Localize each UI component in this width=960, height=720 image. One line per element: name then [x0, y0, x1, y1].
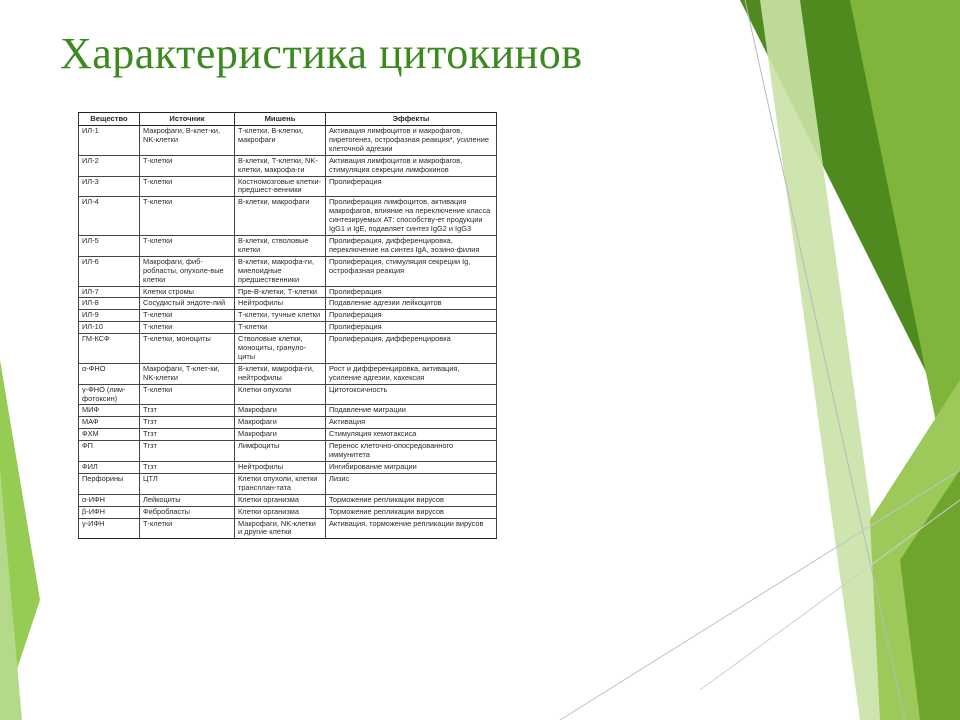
table-cell: ИЛ-4: [79, 197, 140, 236]
table-cell: Нейтрофилы: [235, 462, 326, 474]
table-row: [79, 197, 497, 236]
table-row: [79, 298, 497, 310]
slide-title: Характеристика цитокинов: [60, 29, 583, 78]
table-cell: Т-клетки, тучные клетки: [235, 310, 326, 322]
table-header-row: [79, 113, 497, 126]
table-row: [79, 363, 497, 384]
table-cell: Фибробласты: [140, 506, 235, 518]
table-cell: Активация лимфоцитов и макрофагов, стимуляция секреции лимфокинов: [326, 155, 497, 176]
table-cell: Торможение репликации вирусов: [326, 506, 497, 518]
table-cell: ИЛ-6: [79, 256, 140, 286]
table-cell: γ-ИФН: [79, 518, 140, 539]
table-cell: α-ФНО: [79, 363, 140, 384]
table-cell: ИЛ-8: [79, 298, 140, 310]
table-row: [79, 429, 497, 441]
table-cell: Цитотоксичность: [326, 384, 497, 405]
table-cell: Рост и дифференцировка, активация, усиление адгезии, кахексия: [326, 363, 497, 384]
table-cell: Т-клетки: [140, 518, 235, 539]
table-cell: Активация лимфоцитов и макрофагов, пиретогенез, острофазная реакция*, усиление клеточной адгезии: [326, 126, 497, 156]
table-cell: ГМ-КСФ: [79, 334, 140, 364]
column-header: Вещество: [79, 113, 140, 126]
table-cell: Ингибирование миграции: [326, 462, 497, 474]
table-cell: Макрофаги, NK-клетки и другие клетки: [235, 518, 326, 539]
table-cell: Лимфоциты: [235, 441, 326, 462]
table-cell: Сосудистый эндоте-лий: [140, 298, 235, 310]
table-cell: Стволовые клетки, моноциты, грануло-циты: [235, 334, 326, 364]
table-cell: Нейтрофилы: [235, 298, 326, 310]
table-row: [79, 235, 497, 256]
column-header: Мишень: [235, 113, 326, 126]
table-cell: МИФ: [79, 405, 140, 417]
table-cell: В-клетки, макрофаги: [235, 197, 326, 236]
table-cell: Лейкоциты: [140, 494, 235, 506]
table-row: [79, 256, 497, 286]
table-cell: Пролиферация: [326, 176, 497, 197]
table-cell: Т-клетки: [140, 384, 235, 405]
table-row: [79, 441, 497, 462]
table-cell: Тгзт: [140, 441, 235, 462]
table-row: [79, 518, 497, 539]
table-cell: Т-клетки: [235, 322, 326, 334]
table-cell: Пролиферация: [326, 286, 497, 298]
table-cell: Пролиферация: [326, 310, 497, 322]
table-cell: В-клетки, Т-клетки, NK-клетки, макрофа-ги: [235, 155, 326, 176]
table-cell: ФП: [79, 441, 140, 462]
table-cell: Тгзт: [140, 405, 235, 417]
table-row: [79, 405, 497, 417]
cytokine-table: [78, 112, 497, 539]
table-cell: Пролиферация: [326, 322, 497, 334]
table-cell: Перенос клеточно-опосредованного иммунитета: [326, 441, 497, 462]
table-row: [79, 310, 497, 322]
table-cell: Клетки опухоли: [235, 384, 326, 405]
table-row: [79, 155, 497, 176]
table-cell: ФХМ: [79, 429, 140, 441]
table-cell: Тгзт: [140, 462, 235, 474]
cytokine-table-container: [78, 112, 496, 539]
table-cell: Клетки опухоли, клетки трансплан-тата: [235, 473, 326, 494]
table-cell: Пре-В-клетки, Т-клетки: [235, 286, 326, 298]
table-cell: ЦТЛ: [140, 473, 235, 494]
table-cell: Стимуляция хемотаксиса: [326, 429, 497, 441]
table-cell: В-клетки, макрофа-ги, миелоидные предшественники: [235, 256, 326, 286]
table-row: [79, 126, 497, 156]
table-cell: Т-клетки: [140, 155, 235, 176]
table-cell: Т-клетки: [140, 197, 235, 236]
table-cell: ИЛ-7: [79, 286, 140, 298]
table-cell: ИЛ-2: [79, 155, 140, 176]
table-cell: ИЛ-5: [79, 235, 140, 256]
table-row: [79, 286, 497, 298]
table-cell: Пролиферация, дифференцировка, переключение на синтез IgA, эозино-филия: [326, 235, 497, 256]
table-row: [79, 506, 497, 518]
table-row: [79, 334, 497, 364]
table-cell: Пролиферация лимфоцитов, активация макрофагов, влияние на переключение класса синтезируемых АТ: способству-ет продукции IgG1 и IgE, подавляет синтез IgG2 и IgG3: [326, 197, 497, 236]
table-cell: Т-клетки, моноциты: [140, 334, 235, 364]
table-cell: Подавление миграции: [326, 405, 497, 417]
table-cell: Лизис: [326, 473, 497, 494]
table-cell: Клетки стромы: [140, 286, 235, 298]
table-cell: β-ИФН: [79, 506, 140, 518]
column-header: Источник: [140, 113, 235, 126]
table-cell: Пролиферация, стимуляция секреции Ig, острофазная реакция: [326, 256, 497, 286]
table-cell: Костномозговые клетки-предшест-венники: [235, 176, 326, 197]
table-cell: Макрофаги: [235, 417, 326, 429]
table-cell: ФИЛ: [79, 462, 140, 474]
table-cell: Макрофаги: [235, 405, 326, 417]
table-row: [79, 462, 497, 474]
table-cell: γ-ФНО (лим-фотоксин): [79, 384, 140, 405]
table-cell: Клетки организма: [235, 494, 326, 506]
table-cell: Макрофаги, фиб-робласты, опухоле-вые клетки: [140, 256, 235, 286]
table-cell: Торможение репликации вирусов: [326, 494, 497, 506]
table-cell: Активация, торможение репликации вирусов: [326, 518, 497, 539]
table-row: [79, 417, 497, 429]
table-cell: Т-клетки: [140, 310, 235, 322]
table-cell: Тгзт: [140, 429, 235, 441]
table-cell: Клетки организма: [235, 506, 326, 518]
table-cell: Т-клетки, В-клетки, макрофаги: [235, 126, 326, 156]
table-cell: В-клетки, стволовые клетки: [235, 235, 326, 256]
table-cell: Пролиферация, дифференцировка: [326, 334, 497, 364]
table-row: [79, 176, 497, 197]
column-header: Эффекты: [326, 113, 497, 126]
table-cell: ИЛ-10: [79, 322, 140, 334]
table-cell: Т-клетки: [140, 235, 235, 256]
table-cell: Активация: [326, 417, 497, 429]
table-cell: Т-клетки: [140, 176, 235, 197]
table-row: [79, 322, 497, 334]
table-cell: Перфорины: [79, 473, 140, 494]
table-cell: Подавление адгезии лейкоцитов: [326, 298, 497, 310]
table-cell: ИЛ-3: [79, 176, 140, 197]
table-cell: МАФ: [79, 417, 140, 429]
table-cell: Тгзт: [140, 417, 235, 429]
table-cell: ИЛ-1: [79, 126, 140, 156]
table-cell: Макрофаги, Т-клет-ки, NK-клетки: [140, 363, 235, 384]
table-cell: Макрофаги: [235, 429, 326, 441]
table-cell: Т-клетки: [140, 322, 235, 334]
table-cell: ИЛ-9: [79, 310, 140, 322]
table-row: [79, 473, 497, 494]
table-row: [79, 494, 497, 506]
table-cell: В-клетки, макрофа-ги, нейтрофилы: [235, 363, 326, 384]
table-cell: Макрофаги, В-клет-ки, NK-клетки: [140, 126, 235, 156]
table-cell: α-ИФН: [79, 494, 140, 506]
table-row: [79, 384, 497, 405]
